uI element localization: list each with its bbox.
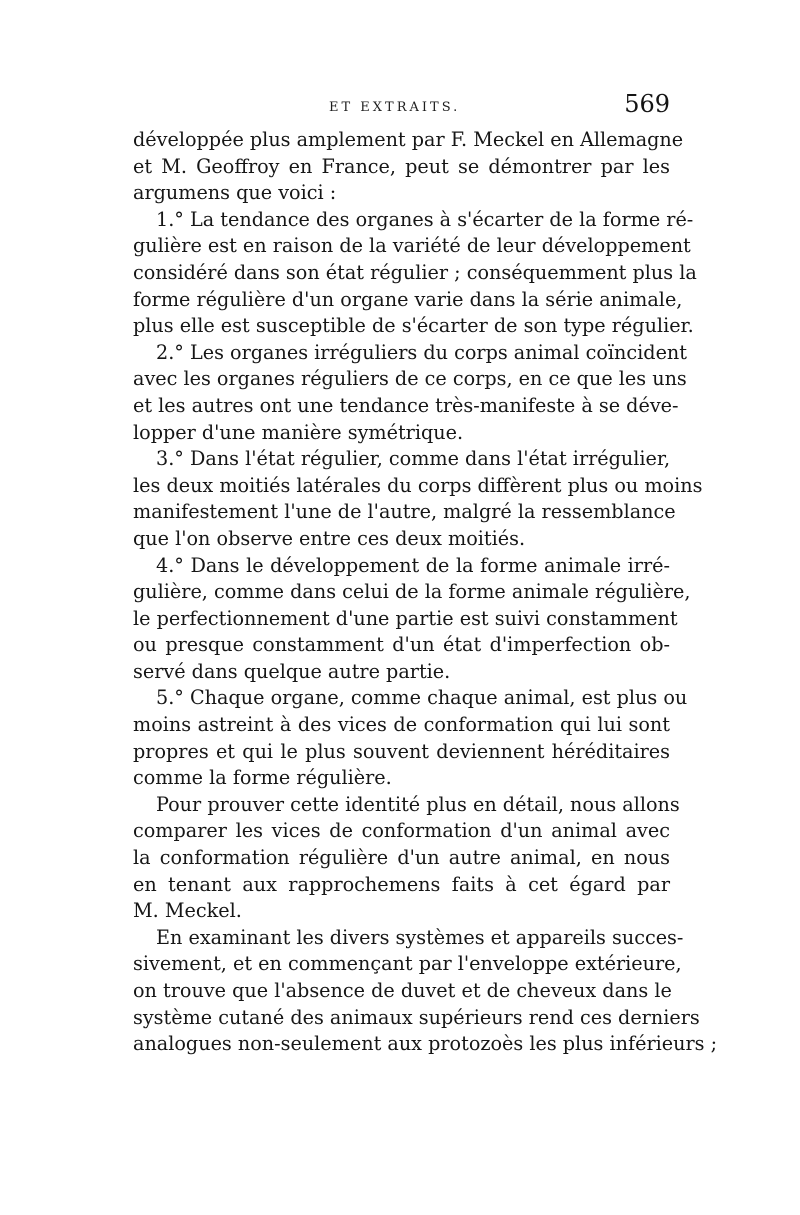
text-line: développée plus amplement par F. Meckel en Allemagne: [133, 128, 684, 151]
text-line: ou presque constamment d'un état d'imperfection ob-: [133, 633, 670, 657]
text-line: 3.° Dans l'état régulier, comme dans l'état irrégulier,: [156, 447, 671, 471]
body-text: [133, 127, 718, 1058]
text-line: en tenant aux rapprochemens faits à cet égard par: [133, 872, 670, 896]
text-line: la conformation régulière d'un autre animal, en nous: [133, 846, 670, 870]
text-line: 4.° Dans le développement de la forme animale irré-: [156, 553, 670, 577]
text-line: on trouve que l'absence de duvet et de cheveux dans le: [133, 979, 672, 1002]
text-line: propres et qui le plus souvent deviennent héréditaires: [133, 739, 670, 763]
text-line: M. Meckel.: [133, 899, 242, 923]
text-line: sivement, et en commençant par l'enveloppe extérieure,: [133, 952, 682, 976]
running-head: [133, 90, 670, 124]
text-line: En examinant les divers systèmes et appareils succes-: [156, 925, 684, 949]
text-line: gulière est en raison de la variété de leur développement: [133, 234, 691, 258]
text-line: le perfectionnement d'une partie est suivi constamment: [133, 606, 678, 630]
text-line: les deux moitiés latérales du corps diffèrent plus ou moins: [133, 473, 703, 497]
text-line: Pour prouver cette identité plus en détail, nous allons: [156, 792, 680, 816]
text-line: forme régulière d'un organe varie dans la série animale,: [133, 287, 683, 311]
text-line: argumens que voici :: [133, 181, 337, 205]
text-line: 5.° Chaque organe, comme chaque animal, est plus ou: [156, 686, 688, 710]
page-number: 569: [624, 90, 670, 118]
text-line: analogues non-seulement aux protozoès les plus inférieurs ;: [133, 1032, 718, 1056]
text-line: avec les organes réguliers de ce corps, en ce que les uns: [133, 367, 687, 391]
text-line: gulière, comme dans celui de la forme animale régulière,: [133, 580, 691, 604]
text-line: comme la forme régulière.: [133, 766, 392, 790]
text-line: que l'on observe entre ces deux moitiés.: [133, 526, 526, 550]
text-line: manifestement l'une de l'autre, malgré la ressemblance: [133, 500, 676, 524]
text-line: moins astreint à des vices de conformation qui lui sont: [133, 713, 670, 737]
text-line: servé dans quelque autre partie.: [133, 659, 451, 683]
text-line: comparer les vices de conformation d'un animal avec: [133, 819, 670, 843]
text-line: 2.° Les organes irréguliers du corps animal coïncident: [156, 340, 687, 364]
text-line: plus elle est susceptible de s'écarter de son type régulier.: [133, 314, 694, 338]
text-line: 1.° La tendance des organes à s'écarter de la forme ré-: [156, 207, 694, 231]
text-line: et les autres ont une tendance très-manifeste à se déve-: [133, 393, 679, 417]
text-line: et M. Geoffroy en France, peut se démontrer par les: [133, 154, 670, 178]
text-line: lopper d'une manière symétrique.: [133, 420, 464, 444]
text-line: considéré dans son état régulier ; conséquemment plus la: [133, 260, 697, 284]
running-title: ET EXTRAITS.: [329, 100, 461, 115]
text-line: système cutané des animaux supérieurs rend ces derniers: [133, 1005, 700, 1029]
